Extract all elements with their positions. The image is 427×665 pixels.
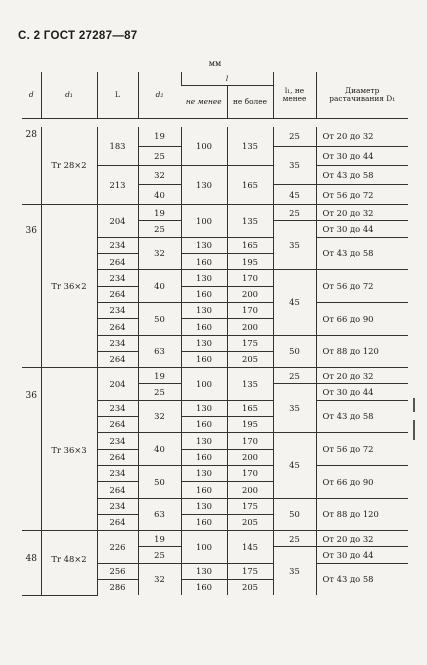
d-value: 48 [22, 531, 41, 596]
l1-value: 35 [273, 384, 316, 433]
l1-value: 35 [273, 547, 316, 595]
l-max-value: 170 [227, 433, 273, 449]
l-min-value: 160 [181, 319, 227, 335]
L-value: 286 [97, 580, 138, 596]
l-min-value: 160 [181, 514, 227, 530]
l-max-value: 165 [227, 166, 273, 205]
l-max-value: 175 [227, 563, 273, 579]
L-value: 264 [97, 319, 138, 335]
d2-value: 63 [138, 335, 181, 368]
col-d-header: d [22, 72, 41, 119]
l-min-value: 130 [181, 563, 227, 579]
d2-value: 50 [138, 465, 181, 498]
col-d1-header: d₁ [41, 72, 97, 119]
l-min-value: 160 [181, 286, 227, 302]
d2-value: 32 [138, 563, 181, 595]
l-min-value: 130 [181, 400, 227, 416]
l-max-value: 200 [227, 286, 273, 302]
L-value: 264 [97, 351, 138, 367]
l1-value: 25 [273, 127, 316, 146]
l1-value: 25 [273, 531, 316, 547]
d2-value: 19 [138, 368, 181, 384]
L-value: 264 [97, 254, 138, 270]
l-max-value: 165 [227, 400, 273, 416]
diameter-value: От 43 до 58 [316, 166, 408, 185]
col-d2-header: d₂ [138, 72, 181, 119]
l1-value: 35 [273, 146, 316, 185]
thread-designation: Tr 36×3 [41, 368, 97, 531]
table-row [22, 205, 408, 221]
L-value: 264 [97, 449, 138, 465]
l-min-value: 100 [181, 368, 227, 401]
diameter-value: От 66 до 90 [316, 465, 408, 498]
l-max-value: 135 [227, 368, 273, 401]
table-header [22, 72, 408, 119]
d2-value: 25 [138, 384, 181, 400]
L-value: 234 [97, 335, 138, 351]
thread-designation: Tr 36×2 [41, 205, 97, 368]
l-max-value: 200 [227, 482, 273, 498]
dimensions-table [22, 72, 408, 596]
d2-value: 40 [138, 270, 181, 303]
L-value: 234 [97, 433, 138, 449]
L-value: 213 [97, 166, 138, 205]
table-body [22, 119, 408, 596]
thread-designation: Tr 28×2 [41, 127, 97, 205]
l-max-value: 200 [227, 449, 273, 465]
diameter-value: От 43 до 58 [316, 400, 408, 433]
l-min-value: 100 [181, 127, 227, 166]
col-l-min-header: не менее [181, 86, 227, 119]
l-max-value: 170 [227, 302, 273, 318]
diameter-value: От 66 до 90 [316, 302, 408, 335]
table-row [22, 531, 408, 547]
l1-value: 50 [273, 335, 316, 368]
L-value: 264 [97, 514, 138, 530]
thread-designation: Tr 48×2 [41, 531, 97, 596]
l-max-value: 170 [227, 465, 273, 481]
diameter-value: От 30 до 44 [316, 146, 408, 165]
d2-value: 19 [138, 127, 181, 146]
L-value: 234 [97, 465, 138, 481]
L-value: 234 [97, 302, 138, 318]
l-min-value: 160 [181, 417, 227, 433]
l1-value: 50 [273, 498, 316, 531]
l-min-value: 130 [181, 335, 227, 351]
d2-value: 32 [138, 400, 181, 433]
l-max-value: 175 [227, 498, 273, 514]
l-max-value: 135 [227, 205, 273, 238]
l-min-value: 130 [181, 302, 227, 318]
l-min-value: 160 [181, 254, 227, 270]
l-min-value: 160 [181, 449, 227, 465]
scan-mark [413, 420, 415, 440]
L-value: 204 [97, 368, 138, 401]
d2-value: 32 [138, 237, 181, 270]
l-min-value: 130 [181, 498, 227, 514]
diameter-value: От 88 до 120 [316, 498, 408, 531]
L-value: 256 [97, 563, 138, 579]
l-max-value: 200 [227, 319, 273, 335]
scan-mark [413, 398, 415, 412]
l1-value: 25 [273, 368, 316, 384]
l-min-value: 130 [181, 166, 227, 205]
diameter-value: От 56 до 72 [316, 185, 408, 205]
diameter-value: От 20 до 32 [316, 205, 408, 221]
col-l-header: l [181, 72, 273, 86]
d-value: 36 [22, 368, 41, 531]
l1-value: 45 [273, 433, 316, 498]
d2-value: 19 [138, 205, 181, 221]
diameter-value: От 20 до 32 [316, 368, 408, 384]
L-value: 183 [97, 127, 138, 166]
diameter-value: От 88 до 120 [316, 335, 408, 368]
L-value: 226 [97, 531, 138, 564]
d2-value: 63 [138, 498, 181, 531]
col-L-header: L [97, 72, 138, 119]
l-max-value: 175 [227, 335, 273, 351]
l-max-value: 205 [227, 580, 273, 596]
l1-value: 25 [273, 205, 316, 221]
l-max-value: 205 [227, 514, 273, 530]
l-min-value: 100 [181, 205, 227, 238]
diameter-value: От 30 до 44 [316, 547, 408, 563]
l1-value: 35 [273, 221, 316, 270]
l-min-value: 160 [181, 580, 227, 596]
l-min-value: 130 [181, 465, 227, 481]
L-value: 204 [97, 205, 138, 238]
l-min-value: 130 [181, 270, 227, 286]
l-max-value: 195 [227, 417, 273, 433]
l-min-value: 160 [181, 482, 227, 498]
page-header: С. 2 ГОСТ 27287—87 [18, 30, 138, 42]
L-value: 234 [97, 270, 138, 286]
d-value: 28 [25, 130, 37, 140]
l-min-value: 100 [181, 531, 227, 564]
L-value: 234 [97, 400, 138, 416]
diameter-value: От 30 до 44 [316, 384, 408, 400]
l-max-value: 205 [227, 351, 273, 367]
d2-value: 19 [138, 531, 181, 547]
l-max-value: 145 [227, 531, 273, 564]
d2-value: 25 [138, 547, 181, 563]
col-diameter-header: Диаметр растачивания D₁ [316, 72, 408, 119]
d2-value: 32 [138, 166, 181, 185]
l-min-value: 160 [181, 351, 227, 367]
diameter-value: От 20 до 32 [316, 531, 408, 547]
d-value: 36 [22, 205, 41, 368]
diameter-value: От 20 до 32 [316, 127, 408, 146]
L-value: 234 [97, 498, 138, 514]
d2-value: 25 [138, 221, 181, 237]
L-value: 264 [97, 417, 138, 433]
L-value: 264 [97, 482, 138, 498]
l1-value: 45 [273, 270, 316, 335]
d2-value: 40 [138, 185, 181, 205]
col-l1-header: l₁, не менее [273, 72, 316, 119]
L-value: 264 [97, 286, 138, 302]
L-value: 234 [97, 237, 138, 253]
diameter-value: От 30 до 44 [316, 221, 408, 237]
diameter-value: От 56 до 72 [316, 433, 408, 466]
table-row [22, 127, 408, 146]
l-min-value: 130 [181, 433, 227, 449]
d2-value: 40 [138, 433, 181, 466]
l-max-value: 165 [227, 237, 273, 253]
l-max-value: 135 [227, 127, 273, 166]
d2-value: 50 [138, 302, 181, 335]
l-min-value: 130 [181, 237, 227, 253]
l1-value: 45 [273, 185, 316, 205]
l-max-value: 195 [227, 254, 273, 270]
table-row [22, 368, 408, 384]
diameter-value: От 56 до 72 [316, 270, 408, 303]
diameter-value: От 43 до 58 [316, 563, 408, 595]
col-l-max-header: не более [227, 86, 273, 119]
d2-value: 25 [138, 146, 181, 165]
l-max-value: 170 [227, 270, 273, 286]
diameter-value: От 43 до 58 [316, 237, 408, 270]
unit-label: мм [208, 59, 222, 68]
